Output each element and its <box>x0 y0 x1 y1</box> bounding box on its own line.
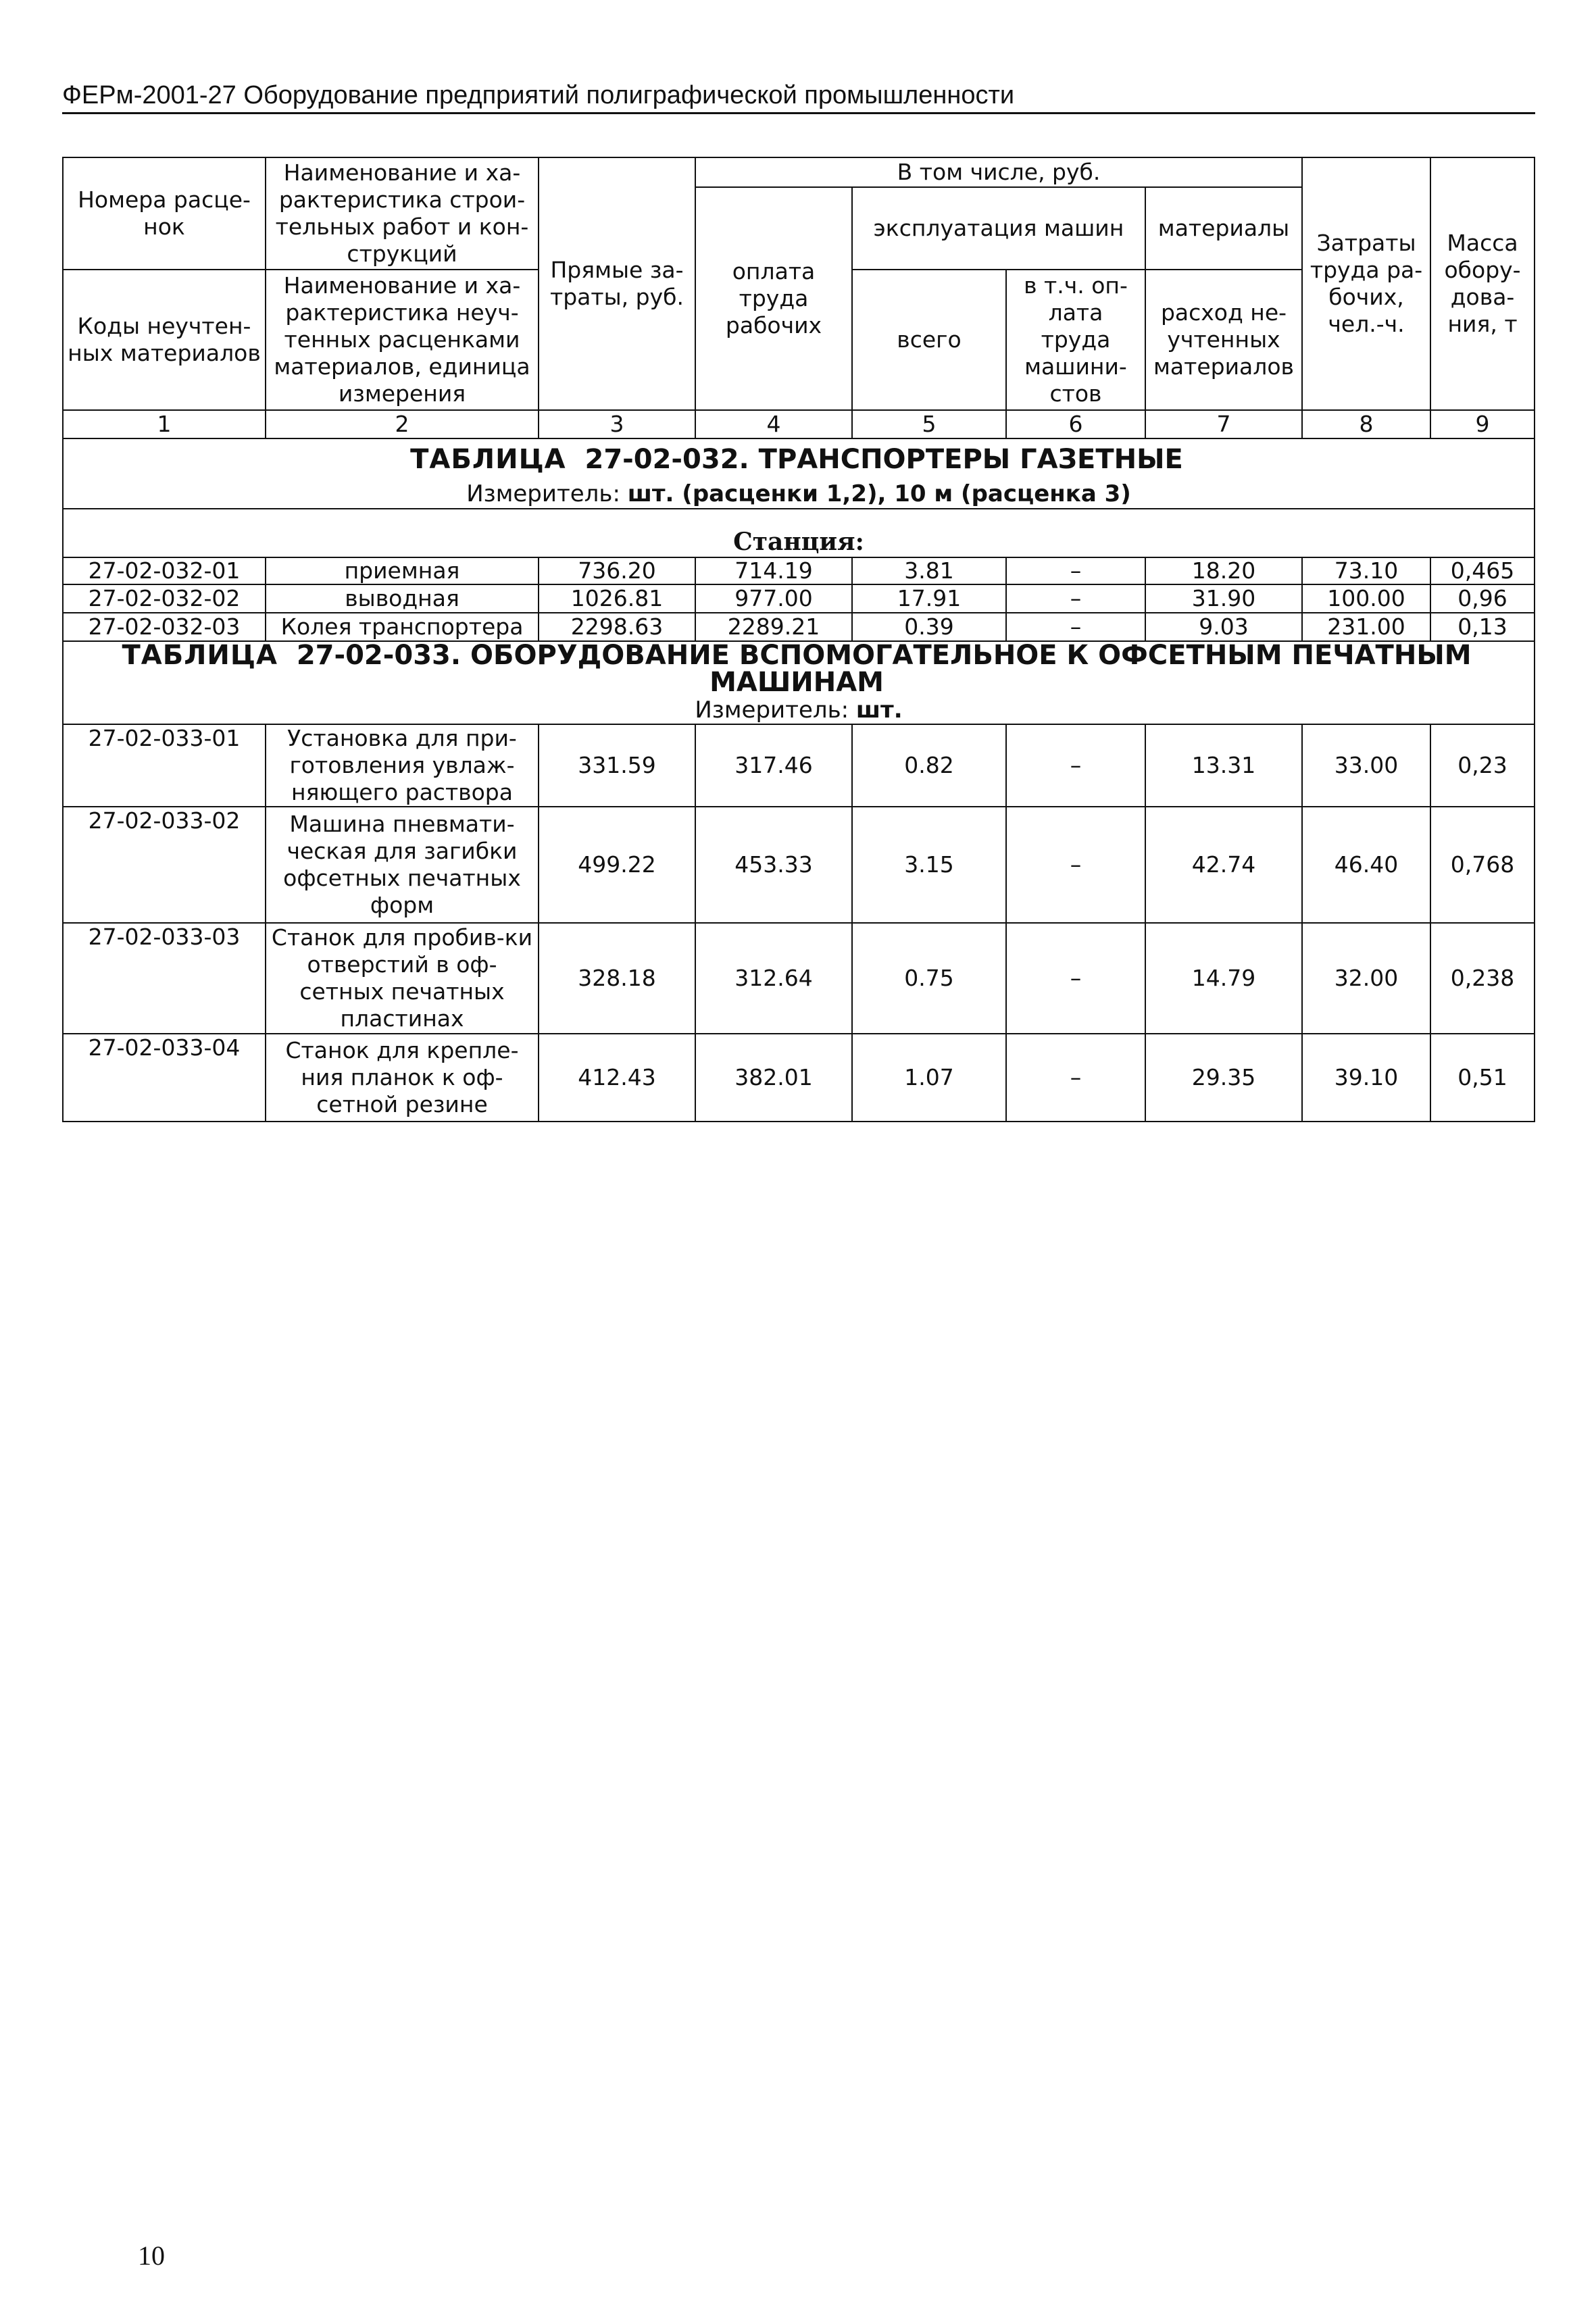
header-work-name: Наименование и ха-рактеристика строи-тельных работ и кон-струкций <box>266 157 539 270</box>
rate-code: 27-02-032-02 <box>63 584 266 613</box>
machines-total: 0.82 <box>852 724 1006 807</box>
column-number: 9 <box>1430 410 1535 438</box>
table-row <box>63 557 1535 584</box>
column-number: 1 <box>63 410 266 438</box>
materials-cost: 14.79 <box>1145 923 1302 1034</box>
materials-cost: 29.35 <box>1145 1034 1302 1122</box>
direct-costs: 412.43 <box>539 1034 695 1122</box>
header-materials: материалы <box>1145 187 1302 270</box>
measure-value: шт. (расценки 1,2), 10 м (расценка 3) <box>627 480 1131 507</box>
machinists-pay: – <box>1006 584 1145 613</box>
header-labor-hours: Затраты труда ра-бочих, чел.-ч. <box>1302 157 1430 410</box>
machinists-pay: – <box>1006 807 1145 923</box>
subsection-title: Станция: <box>63 526 1535 557</box>
section-name: ОБОРУДОВАНИЕ ВСПОМОГАТЕЛЬНОЕ К ОФСЕТНЫМ ПЕЧАТНЫМ МАШИНАМ <box>470 641 1472 696</box>
measure-value: шт. <box>855 696 903 724</box>
header-labor-pay: оплата труда рабочих <box>695 187 852 410</box>
direct-costs: 1026.81 <box>539 584 695 613</box>
header-material-name: Наименование и ха-рактеристика неуч-тенных расценками материалов, единица измерения <box>266 270 539 410</box>
header-machinists-pay: в т.ч. оп-лата труда машини-стов <box>1006 270 1145 410</box>
measure-unit <box>63 479 1535 509</box>
header-machines-total: всего <box>852 270 1006 410</box>
work-name: Машина пневмати-ческая для загибки офсетных печатных форм <box>266 807 539 923</box>
spacer-row <box>63 509 1535 526</box>
work-name: Установка для при-готовления увлаж-няющего раствора <box>266 724 539 807</box>
rate-code: 27-02-032-01 <box>63 557 266 584</box>
machinists-pay: – <box>1006 1034 1145 1122</box>
direct-costs: 736.20 <box>539 557 695 584</box>
measure-row <box>63 479 1535 509</box>
rate-code: 27-02-032-03 <box>63 613 266 641</box>
machinists-pay: – <box>1006 923 1145 1034</box>
table-row <box>63 613 1535 641</box>
table-row <box>63 584 1535 613</box>
machines-total: 1.07 <box>852 1034 1006 1122</box>
header-including: В том числе, руб. <box>695 157 1302 187</box>
section-label: ТАБЛИЦА <box>122 641 278 671</box>
machines-total: 0.39 <box>852 613 1006 641</box>
rate-code: 27-02-033-01 <box>63 724 266 807</box>
header-rate-numbers: Номера расце-нок <box>63 157 266 270</box>
equipment-mass: 0,51 <box>1430 1034 1535 1122</box>
direct-costs: 499.22 <box>539 807 695 923</box>
direct-costs: 2298.63 <box>539 613 695 641</box>
section-name: ТРАНСПОРТЕРЫ ГАЗЕТНЫЕ <box>758 443 1183 475</box>
column-number: 8 <box>1302 410 1430 438</box>
labor-hours: 39.10 <box>1302 1034 1430 1122</box>
labor-pay: 453.33 <box>695 807 852 923</box>
direct-costs: 331.59 <box>539 724 695 807</box>
labor-pay: 317.46 <box>695 724 852 807</box>
labor-pay: 977.00 <box>695 584 852 613</box>
page-number: 10 <box>138 2240 165 2271</box>
rate-code: 27-02-033-03 <box>63 923 266 1034</box>
measure-label: Измеритель: <box>695 696 849 724</box>
machinists-pay: – <box>1006 724 1145 807</box>
measure-row <box>63 696 1535 724</box>
labor-pay: 714.19 <box>695 557 852 584</box>
section-title <box>63 438 1535 479</box>
materials-cost: 18.20 <box>1145 557 1302 584</box>
machines-total: 0.75 <box>852 923 1006 1034</box>
labor-pay: 2289.21 <box>695 613 852 641</box>
machines-total: 17.91 <box>852 584 1006 613</box>
rate-code: 27-02-033-04 <box>63 1034 266 1122</box>
spacer <box>63 509 1535 526</box>
machinists-pay: – <box>1006 613 1145 641</box>
header-equipment-mass: Масса обору-дова-ния, т <box>1430 157 1535 410</box>
labor-hours: 231.00 <box>1302 613 1430 641</box>
labor-pay: 382.01 <box>695 1034 852 1122</box>
section-title-row <box>63 641 1535 696</box>
column-number: 6 <box>1006 410 1145 438</box>
section-title-row <box>63 438 1535 479</box>
table-row <box>63 923 1535 1034</box>
column-number: 7 <box>1145 410 1302 438</box>
equipment-mass: 0,465 <box>1430 557 1535 584</box>
rate-code: 27-02-033-02 <box>63 807 266 923</box>
work-name: приемная <box>266 557 539 584</box>
column-number: 2 <box>266 410 539 438</box>
equipment-mass: 0,768 <box>1430 807 1535 923</box>
materials-cost: 9.03 <box>1145 613 1302 641</box>
labor-hours: 100.00 <box>1302 584 1430 613</box>
labor-hours: 33.00 <box>1302 724 1430 807</box>
labor-pay: 312.64 <box>695 923 852 1034</box>
labor-hours: 32.00 <box>1302 923 1430 1034</box>
header-unaccounted-materials: расход не-учтенных материалов <box>1145 270 1302 410</box>
direct-costs: 328.18 <box>539 923 695 1034</box>
page-header: ФЕРм-2001-27 Оборудование предприятий полиграфической промышленности <box>62 80 1535 114</box>
subsection-row <box>63 526 1535 557</box>
materials-cost: 31.90 <box>1145 584 1302 613</box>
table-row <box>63 807 1535 923</box>
materials-cost: 13.31 <box>1145 724 1302 807</box>
measure-label: Измеритель: <box>466 480 620 507</box>
labor-hours: 73.10 <box>1302 557 1430 584</box>
machines-total: 3.81 <box>852 557 1006 584</box>
work-name: выводная <box>266 584 539 613</box>
column-number: 5 <box>852 410 1006 438</box>
header-row-1 <box>63 157 1535 187</box>
table-row <box>63 724 1535 807</box>
column-number: 3 <box>539 410 695 438</box>
section-title <box>63 641 1535 696</box>
section-code: 27-02-032. <box>584 443 749 475</box>
materials-cost: 42.74 <box>1145 807 1302 923</box>
work-name: Колея транспортера <box>266 613 539 641</box>
table-row <box>63 1034 1535 1122</box>
equipment-mass: 0,23 <box>1430 724 1535 807</box>
measure-unit <box>63 696 1535 724</box>
header-machine-operation: эксплуатация машин <box>852 187 1145 270</box>
machines-total: 3.15 <box>852 807 1006 923</box>
column-numbers-row <box>63 410 1535 438</box>
work-name: Станок для пробив-ки отверстий в оф-сетных печатных пластинах <box>266 923 539 1034</box>
rates-table <box>62 157 1535 1122</box>
column-number: 4 <box>695 410 852 438</box>
equipment-mass: 0,238 <box>1430 923 1535 1034</box>
header-direct-costs: Прямые за-траты, руб. <box>539 157 695 410</box>
labor-hours: 46.40 <box>1302 807 1430 923</box>
header-material-codes: Коды неучтен-ных материалов <box>63 270 266 410</box>
section-label: ТАБЛИЦА <box>410 443 566 475</box>
machinists-pay: – <box>1006 557 1145 584</box>
equipment-mass: 0,96 <box>1430 584 1535 613</box>
section-code: 27-02-033. <box>296 641 462 671</box>
work-name: Станок для крепле-ния планок к оф-сетной резине <box>266 1034 539 1122</box>
equipment-mass: 0,13 <box>1430 613 1535 641</box>
